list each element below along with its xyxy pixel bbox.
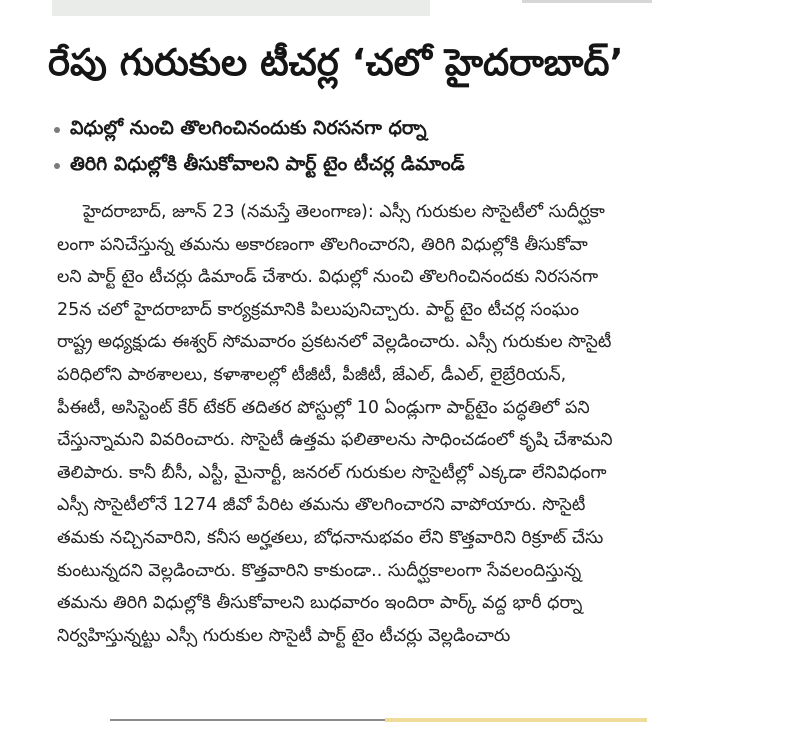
body-line: రాష్ట్ర అధ్యక్షుడు ఈశ్వర్ సోమవారం ప్రకటనలో వెల్లడించారు. ఎస్సీ గురుకుల సొసైటీ	[57, 332, 612, 353]
body-line: 25న చలో హైదరాబాద్ కార్యక్రమానికి పిలుపునిచ్చారు. పార్ట్ టైం టీచర్ల సంఘం	[57, 299, 579, 320]
body-line: ఎస్సీ సొసైటీలోనే 1274 జీవో పేరిట తమను తొలగించారని వాపోయారు. సొసైటీ	[57, 495, 586, 516]
bullet-dot-icon	[54, 127, 60, 133]
bottom-highlight-divider	[385, 718, 647, 722]
subheadline-text: తిరిగి విధుల్లోకి తీసుకోవాలని పార్ట్ టైం టీచర్ల డిమాండ్	[70, 152, 465, 175]
body-line: లని పార్ట్ టైం టీచర్లు డిమాండ్ చేశారు. విధుల్లో నుంచి తొలగించినందకు నిరసనగా	[57, 267, 599, 288]
subheadline-text: విధుల్లో నుంచి తొలగించినందుకు నిరసనగా ధర్నా	[70, 116, 427, 139]
body-line: కుంటున్నదని వెల్లడించారు. కొత్తవారిని కాకుండా.. సుదీర్ఘకాలంగా సేవలందిస్తున్న	[57, 560, 582, 581]
body-line: చేస్తున్నామని వివరించారు. సొసైటీ ఉత్తమ ఫలితాలను సాధించడంలో కృషి చేశామని	[57, 430, 613, 451]
bottom-divider	[110, 719, 385, 721]
body-line: పీఈటీ, అసిస్టెంట్ కేర్ టేకర్ తదితర పోస్టుల్లో 10 ఏండ్లుగా పార్ట్‌టైం పద్ధతిలో పని	[57, 397, 590, 418]
previous-article-band	[52, 0, 430, 16]
previous-article-edge	[522, 0, 652, 7]
body-line: తమను తిరిగి విధుల్లోకి తీసుకోవాలని బుధవారం ఇందిరా పార్క్ వద్ద భారీ ధర్నా	[57, 593, 583, 614]
body-line: పరిధిలోని పాఠశాలలు, కళాశాలల్లో టీజీటీ, పీజీటీ, జేఎల్, డీఎల్, లైబ్రేరియన్,	[57, 364, 567, 385]
article-body	[57, 196, 767, 652]
body-line: నిర్వహిస్తున్నట్టు ఎస్సీ గురుకుల సొసైటీ పార్ట్ టైం టీచర్లు వెల్లడించారు	[57, 625, 511, 646]
subheadline-list	[50, 112, 770, 184]
article-headline: రేపు గురుకుల టీచర్ల ‘చలో హైదరాబాద్’	[48, 41, 624, 84]
body-line: లంగా పనిచేస్తున్న తమను అకారణంగా తొలగించారని, తిరిగి విధుల్లోకి తీసుకోవా	[57, 234, 588, 255]
body-line: హైదరాబాద్, జూన్ 23 (నమస్తే తెలంగాణ): ఎస్సీ గురుకుల సొసైటీలో సుదీర్ఘకా	[83, 202, 605, 222]
body-line: తమకు నచ్చినవారిని, కనీస అర్హతలు, బోధనానుభవం లేని కొత్తవారిని రిక్రూట్ చేసు	[57, 527, 604, 548]
subheadline-item	[50, 148, 770, 184]
subheadline-item	[50, 112, 770, 148]
body-line: తెలిపారు. కానీ బీసీ, ఎస్టీ, మైనార్టీ, జనరల్ గురుకుల సొసైటీల్లో ఎక్కడా లేనివిధంగా	[57, 462, 607, 483]
bullet-dot-icon	[54, 163, 60, 169]
